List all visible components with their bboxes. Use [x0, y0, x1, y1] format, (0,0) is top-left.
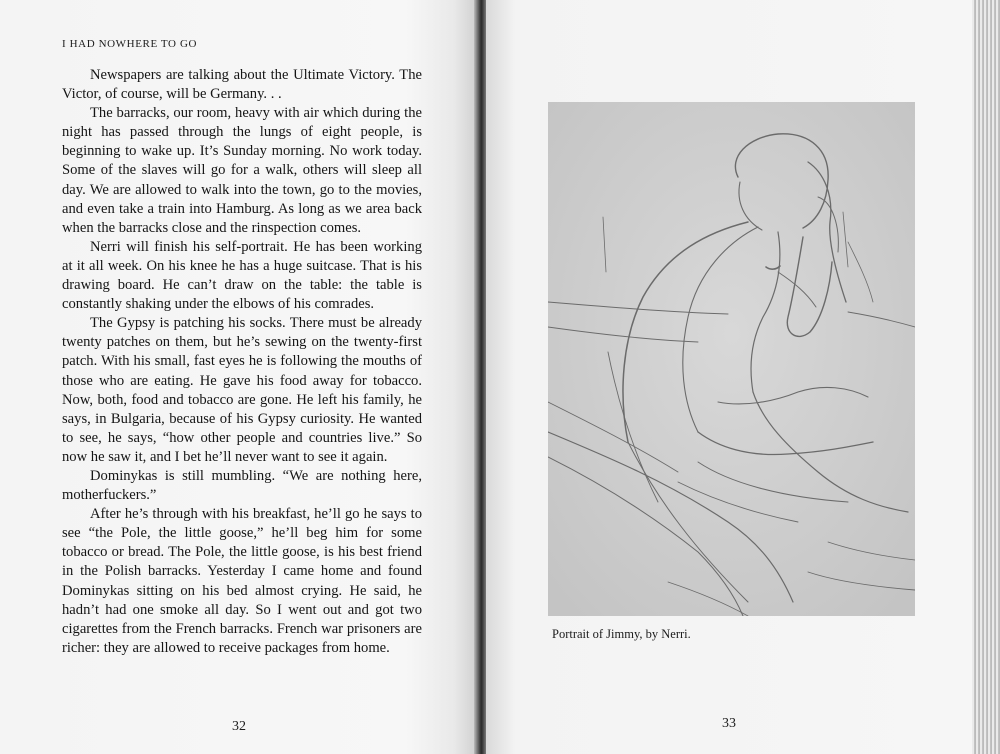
paragraph: The barracks, our room, heavy with air which during the night has passed through the lungs of eight people, is beginning to wake up. It’s Sunday morning. No work today. Some of the slaves will go for a walk, others will sleep all day. We are allowed to walk into the town, go to the movies, and even take a train into Hamburg. As long as we area back when the barracks close and the rinspection comes.: [62, 105, 422, 236]
portrait-sketch-image: [548, 102, 915, 616]
paragraph: Dominykas is still mumbling. “We are nothing here, motherfuckers.”: [62, 467, 422, 504]
page-number-right: 33: [722, 716, 736, 731]
paragraph: The Gypsy is patching his socks. There must be already twenty patches on them, but he’s sewing on the twenty-first patch. With his small, fast eyes he is following the mouths of those who are eating. He gave his food away for tobacco. Now, both, food and tobacco are gone. He left his family, he says, in Bulgaria, because of his Gypsy curiosity. He wanted to see, he says, “how other people and countries live.” So now he saw it, and I bet he’ll never want to see it again.: [62, 315, 422, 465]
body-text: [62, 66, 422, 658]
paragraph: Nerri will finish his self-portrait. He has been working at it all week. On his knee he has a huge suitcase. That is his drawing board. He can’t draw on the table: the table is constantly shaking under the elbows of his comrades.: [62, 238, 422, 313]
left-page: [0, 0, 478, 754]
paragraph: Newspapers are talking about the Ultimate Victory. The Victor, of course, will be Germany. . .: [62, 67, 422, 103]
image-caption: Portrait of Jimmy, by Nerri.: [552, 627, 691, 641]
pencil-sketch-drawing: [548, 102, 915, 616]
page-edges: [972, 0, 1000, 754]
paragraph: After he’s through with his breakfast, he’ll go he says to see “the Pole, the little goose,” he’ll beg him for some tobacco or bread. The Pole, the little goose, is his best friend in the Polish barracks. Yesterday I came home and found Dominykas sitting on his bed almost crying. He said, he hadn’t had one smoke all day. So I went out and got two cigarettes from the French barracks. French war prisoners are richer: they are allowed to receive packages from home.: [62, 506, 422, 656]
page-number-left: 32: [232, 719, 246, 734]
running-head: I HAD NOWHERE TO GO: [62, 38, 198, 50]
